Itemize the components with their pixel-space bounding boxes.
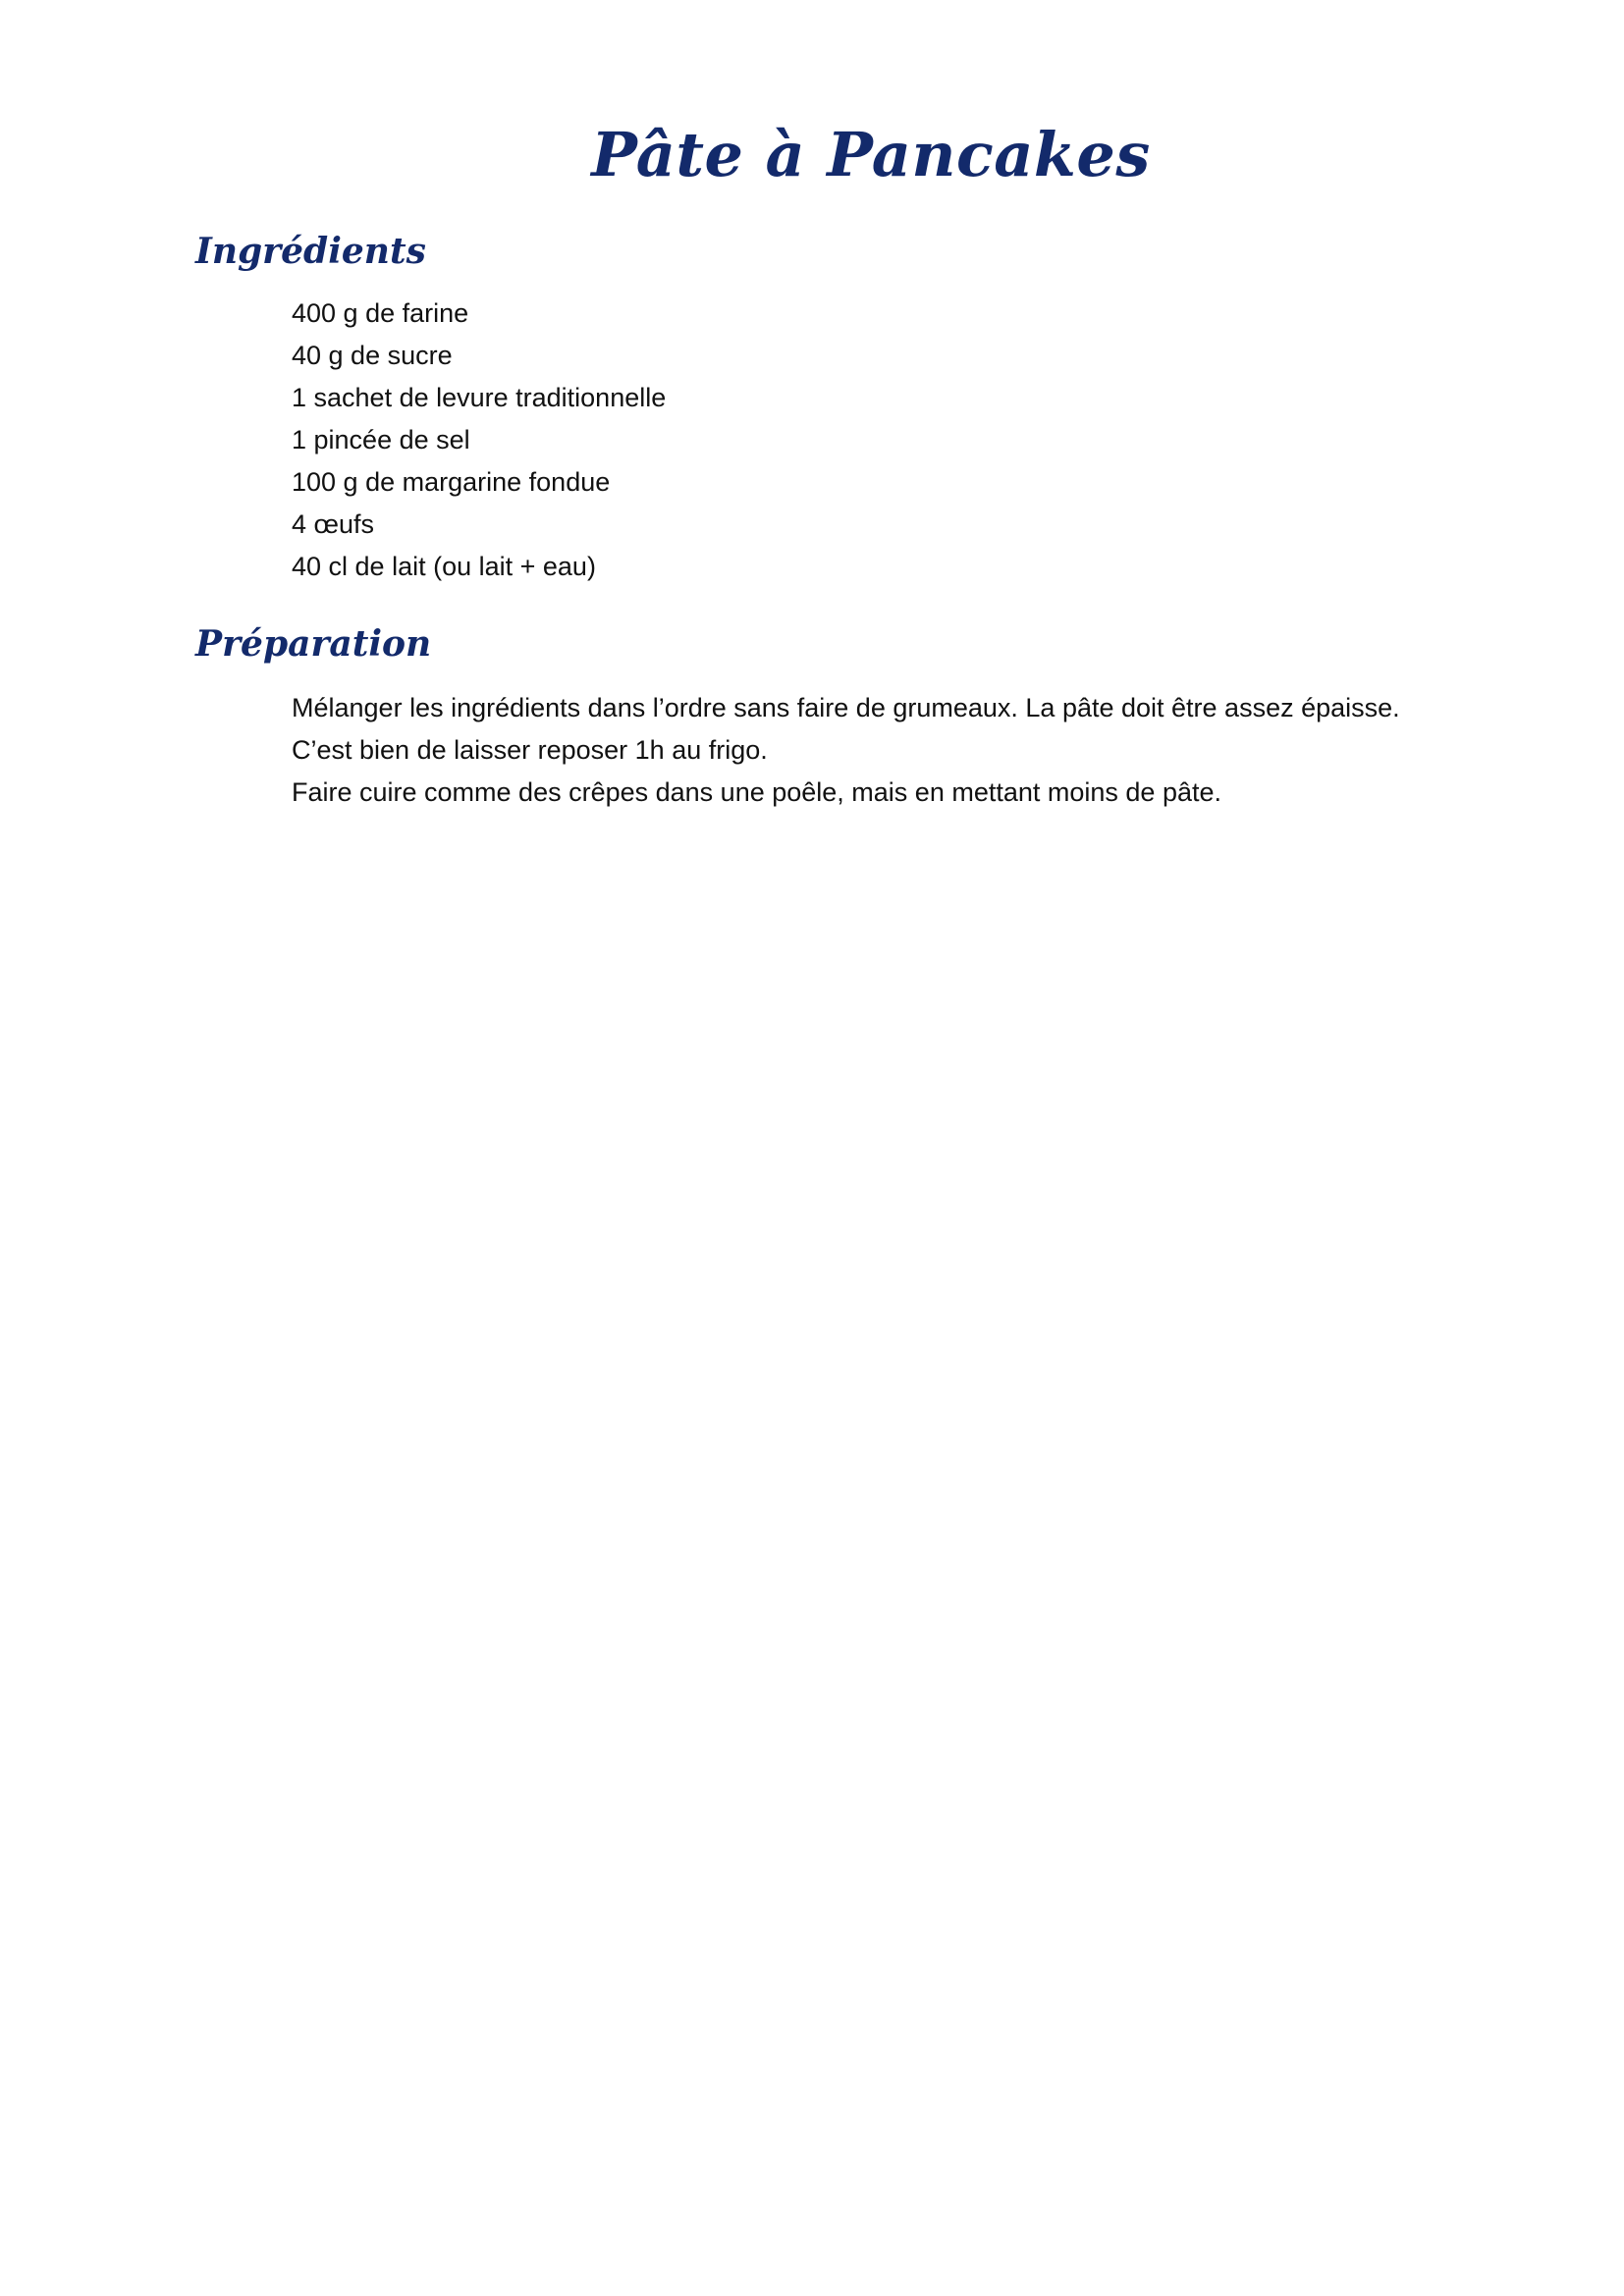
ingredient-item: 40 g de sucre [292, 341, 453, 370]
ingredients-list [292, 293, 666, 588]
preparation-step: C’est bien de laisser reposer 1h au frigo. [292, 735, 768, 765]
ingredient-item: 100 g de margarine fondue [292, 467, 611, 497]
preparation-heading: Préparation [195, 623, 432, 665]
ingredient-item: 1 pincée de sel [292, 425, 470, 454]
page-title: Pâte à Pancakes [591, 119, 1151, 190]
ingredients-heading: Ingrédients [195, 231, 426, 272]
ingredient-item: 4 œufs [292, 509, 375, 539]
preparation-step: Faire cuire comme des crêpes dans une poêle, mais en mettant moins de pâte. [292, 777, 1221, 807]
ingredient-item: 40 cl de lait (ou lait + eau) [292, 552, 596, 581]
preparation-step: Mélanger les ingrédients dans l’ordre sans faire de grumeaux. La pâte doit être assez épaisse. [292, 693, 1400, 722]
preparation-steps [292, 687, 1400, 814]
ingredient-item: 400 g de farine [292, 298, 469, 328]
ingredient-item: 1 sachet de levure traditionnelle [292, 383, 667, 412]
